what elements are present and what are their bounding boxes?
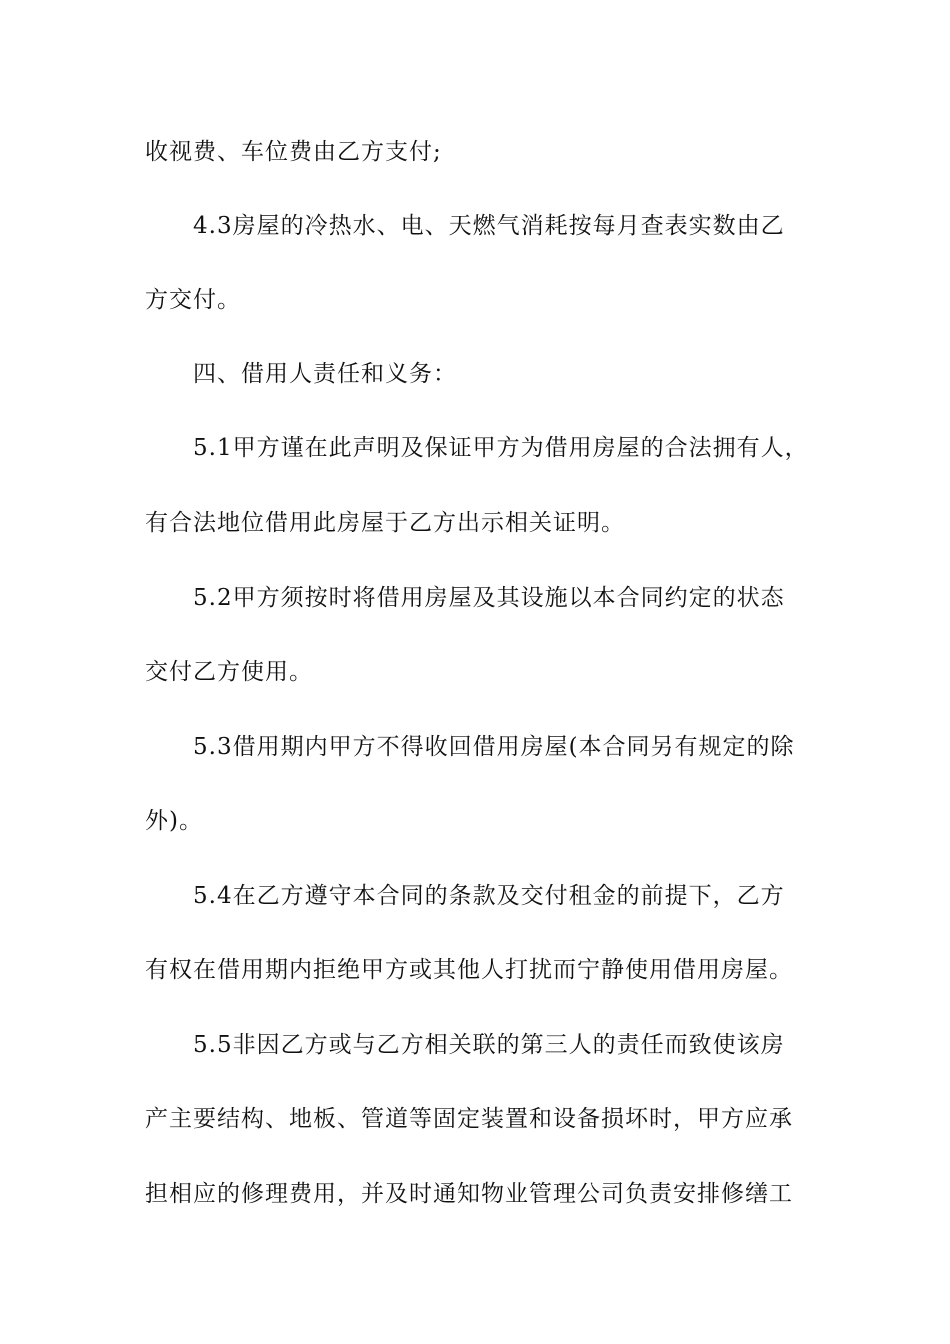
text-line: 交付乙方使用。 <box>145 659 313 685</box>
text-line: 5.4在乙方遵守本合同的条款及交付租金的前提下，乙方 <box>193 883 785 909</box>
text-line: 有合法地位借用此房屋于乙方出示相关证明。 <box>145 510 625 536</box>
text-line: 外)。 <box>145 808 203 834</box>
text-line: 担相应的修理费用，并及时通知物业管理公司负责安排修缮工 <box>145 1181 793 1207</box>
text-line: 5.3借用期内甲方不得收回借用房屋(本合同另有规定的除 <box>193 734 795 760</box>
text-line: 5.1甲方谨在此声明及保证甲方为借用房屋的合法拥有人， <box>193 435 809 461</box>
text-line: 4.3房屋的冷热水、电、天燃气消耗按每月查表实数由乙 <box>193 213 785 239</box>
text-line: 有权在借用期内拒绝甲方或其他人打扰而宁静使用借用房屋。 <box>145 957 793 983</box>
text-line: 收视费、车位费由乙方支付; <box>145 139 442 165</box>
section-heading: 四、借用人责任和义务： <box>193 361 457 387</box>
text-line: 5.5非因乙方或与乙方相关联的第三人的责任而致使该房 <box>193 1032 785 1058</box>
text-line: 方交付。 <box>145 287 241 313</box>
text-line: 产主要结构、地板、管道等固定装置和设备损坏时，甲方应承 <box>145 1106 793 1132</box>
text-line: 5.2甲方须按时将借用房屋及其设施以本合同约定的状态 <box>193 585 785 611</box>
